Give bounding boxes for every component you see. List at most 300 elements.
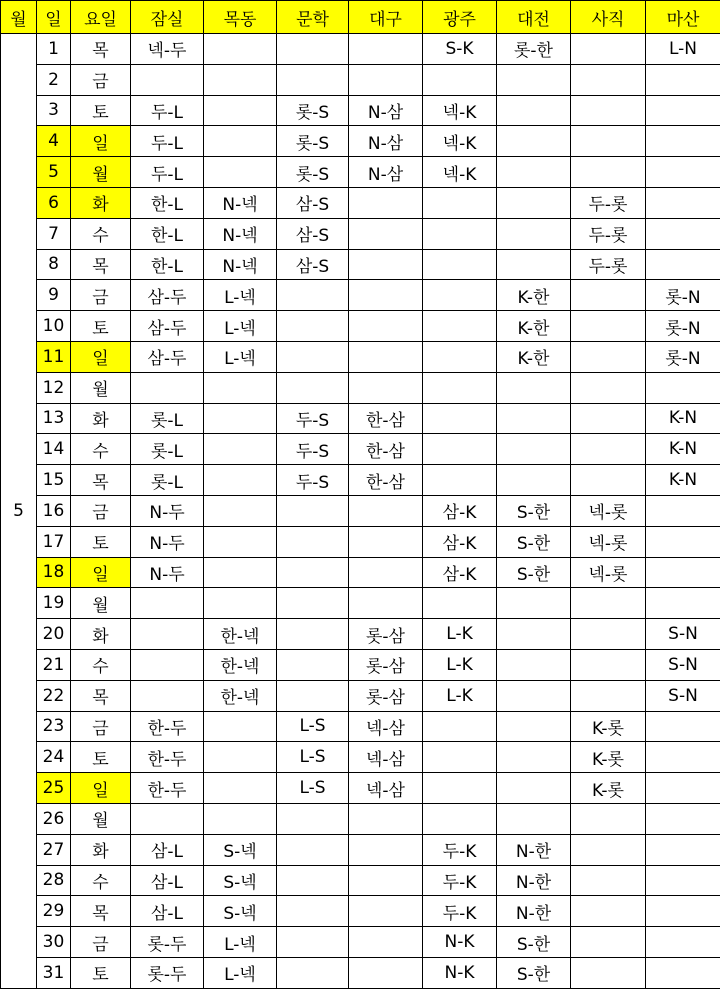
game-cell [277, 957, 349, 988]
weekday-cell: 토 [71, 957, 131, 988]
game-cell [277, 834, 349, 865]
game-cell [423, 773, 497, 804]
game-cell [277, 557, 349, 588]
game-cell [349, 372, 423, 403]
game-cell [131, 803, 204, 834]
game-cell [571, 341, 646, 372]
game-cell [349, 187, 423, 218]
game-cell: N-넥 [204, 218, 277, 249]
table-row [1, 865, 720, 896]
game-cell [349, 588, 423, 619]
day-cell: 1 [37, 34, 71, 65]
game-cell [646, 865, 720, 896]
table-row [1, 218, 720, 249]
game-cell: N-두 [131, 526, 204, 557]
game-cell [646, 187, 720, 218]
column-header: 광주 [423, 1, 497, 34]
game-cell [497, 773, 571, 804]
game-cell [277, 803, 349, 834]
game-cell [277, 495, 349, 526]
game-cell [646, 95, 720, 126]
column-header: 마산 [646, 1, 720, 34]
game-cell: 넥-삼 [349, 773, 423, 804]
game-cell [204, 465, 277, 496]
game-cell [277, 311, 349, 342]
day-cell: 17 [37, 526, 71, 557]
game-cell [571, 865, 646, 896]
game-cell [423, 588, 497, 619]
game-cell [497, 680, 571, 711]
game-cell [423, 803, 497, 834]
day-cell: 14 [37, 434, 71, 465]
game-cell: K-N [646, 434, 720, 465]
column-header: 문학 [277, 1, 349, 34]
header-row [1, 1, 720, 34]
game-cell: 한-삼 [349, 434, 423, 465]
game-cell [349, 34, 423, 65]
table-body [1, 34, 720, 989]
game-cell [423, 249, 497, 280]
game-cell: 삼-K [423, 557, 497, 588]
game-cell: 롯-두 [131, 927, 204, 958]
game-cell [423, 341, 497, 372]
weekday-cell: 월 [71, 157, 131, 188]
game-cell [349, 834, 423, 865]
game-cell [277, 896, 349, 927]
game-cell [571, 403, 646, 434]
game-cell [277, 34, 349, 65]
game-cell [646, 249, 720, 280]
game-cell: 한-두 [131, 773, 204, 804]
game-cell [423, 434, 497, 465]
game-cell [646, 711, 720, 742]
game-cell [277, 865, 349, 896]
day-cell: 13 [37, 403, 71, 434]
weekday-cell: 토 [71, 526, 131, 557]
game-cell [646, 588, 720, 619]
game-cell [571, 803, 646, 834]
game-cell [646, 372, 720, 403]
game-cell: 두-롯 [571, 187, 646, 218]
game-cell: 롯-S [277, 157, 349, 188]
game-cell: 롯-L [131, 403, 204, 434]
game-cell: N-두 [131, 557, 204, 588]
day-cell: 4 [37, 126, 71, 157]
game-cell [131, 588, 204, 619]
game-cell [497, 372, 571, 403]
day-cell: 12 [37, 372, 71, 403]
game-cell: 삼-L [131, 865, 204, 896]
game-cell [204, 434, 277, 465]
game-cell [571, 126, 646, 157]
game-cell [349, 526, 423, 557]
weekday-cell: 토 [71, 742, 131, 773]
game-cell [204, 64, 277, 95]
day-cell: 2 [37, 64, 71, 95]
game-cell: N-한 [497, 865, 571, 896]
game-cell [131, 680, 204, 711]
column-header: 잠실 [131, 1, 204, 34]
game-cell [497, 465, 571, 496]
game-cell: K-롯 [571, 742, 646, 773]
game-cell: 넥-K [423, 126, 497, 157]
game-cell: 한-삼 [349, 465, 423, 496]
game-cell: 두-S [277, 465, 349, 496]
game-cell [571, 34, 646, 65]
table-row [1, 588, 720, 619]
weekday-cell: 목 [71, 896, 131, 927]
table-row [1, 341, 720, 372]
game-cell [646, 157, 720, 188]
game-cell [423, 742, 497, 773]
table-row [1, 711, 720, 742]
day-cell: 21 [37, 649, 71, 680]
day-cell: 29 [37, 896, 71, 927]
game-cell [571, 927, 646, 958]
game-cell: 롯-삼 [349, 619, 423, 650]
day-cell: 5 [37, 157, 71, 188]
game-cell: S-한 [497, 526, 571, 557]
game-cell: 두-롯 [571, 249, 646, 280]
game-cell [349, 311, 423, 342]
game-cell: S-한 [497, 495, 571, 526]
game-cell: 삼-두 [131, 311, 204, 342]
game-cell [204, 526, 277, 557]
weekday-cell: 토 [71, 95, 131, 126]
day-cell: 8 [37, 249, 71, 280]
game-cell [423, 711, 497, 742]
table-row [1, 372, 720, 403]
game-cell: S-N [646, 680, 720, 711]
game-cell [497, 711, 571, 742]
game-cell [497, 187, 571, 218]
game-cell [571, 680, 646, 711]
game-cell [571, 619, 646, 650]
game-cell: 삼-두 [131, 341, 204, 372]
game-cell: 한-넥 [204, 649, 277, 680]
game-cell: K-한 [497, 311, 571, 342]
game-cell: K-한 [497, 280, 571, 311]
game-cell: 두-K [423, 865, 497, 896]
table-row [1, 649, 720, 680]
game-cell: 한-L [131, 249, 204, 280]
game-cell [204, 372, 277, 403]
game-cell [497, 649, 571, 680]
weekday-cell: 금 [71, 280, 131, 311]
game-cell [423, 187, 497, 218]
weekday-cell: 수 [71, 649, 131, 680]
game-cell [204, 403, 277, 434]
game-cell: 넥-삼 [349, 742, 423, 773]
month-cell: 5 [1, 34, 37, 989]
game-cell [277, 927, 349, 958]
game-cell [497, 803, 571, 834]
game-cell: S-넥 [204, 896, 277, 927]
table-row [1, 434, 720, 465]
table-row [1, 34, 720, 65]
game-cell [646, 495, 720, 526]
game-cell: 두-S [277, 434, 349, 465]
game-cell [349, 865, 423, 896]
game-cell [349, 218, 423, 249]
game-cell: 넥-K [423, 157, 497, 188]
game-cell [571, 372, 646, 403]
table-row [1, 526, 720, 557]
game-cell: 삼-두 [131, 280, 204, 311]
weekday-cell: 목 [71, 680, 131, 711]
game-cell [423, 372, 497, 403]
weekday-cell: 화 [71, 403, 131, 434]
game-cell: 넥-롯 [571, 557, 646, 588]
table-row [1, 927, 720, 958]
game-cell [204, 711, 277, 742]
game-cell: S-K [423, 34, 497, 65]
game-cell: 한-L [131, 187, 204, 218]
game-cell: L-S [277, 711, 349, 742]
game-cell [571, 311, 646, 342]
game-cell [349, 495, 423, 526]
game-cell [204, 34, 277, 65]
weekday-cell: 목 [71, 34, 131, 65]
game-cell [349, 803, 423, 834]
game-cell [571, 280, 646, 311]
game-cell: 롯-N [646, 280, 720, 311]
game-cell: N-한 [497, 896, 571, 927]
game-cell [423, 465, 497, 496]
game-cell: N-삼 [349, 95, 423, 126]
game-cell: 삼-L [131, 896, 204, 927]
game-cell: S-한 [497, 957, 571, 988]
game-cell: 삼-K [423, 526, 497, 557]
table-row [1, 465, 720, 496]
game-cell [646, 896, 720, 927]
day-cell: 10 [37, 311, 71, 342]
game-cell: 두-롯 [571, 218, 646, 249]
weekday-cell: 일 [71, 773, 131, 804]
game-cell [204, 495, 277, 526]
game-cell [204, 557, 277, 588]
column-header: 일 [37, 1, 71, 34]
game-cell [204, 773, 277, 804]
game-cell [571, 434, 646, 465]
day-cell: 7 [37, 218, 71, 249]
weekday-cell: 목 [71, 465, 131, 496]
game-cell [497, 95, 571, 126]
day-cell: 28 [37, 865, 71, 896]
game-cell [646, 126, 720, 157]
day-cell: 25 [37, 773, 71, 804]
game-cell [277, 64, 349, 95]
game-cell: 롯-삼 [349, 680, 423, 711]
weekday-cell: 화 [71, 187, 131, 218]
game-cell: S-N [646, 649, 720, 680]
game-cell: N-한 [497, 834, 571, 865]
column-header: 월 [1, 1, 37, 34]
game-cell: 롯-L [131, 434, 204, 465]
game-cell: N-K [423, 957, 497, 988]
game-cell [277, 341, 349, 372]
game-cell: S-한 [497, 557, 571, 588]
game-cell [204, 126, 277, 157]
game-cell [423, 218, 497, 249]
game-cell [646, 526, 720, 557]
weekday-cell: 월 [71, 803, 131, 834]
game-cell [646, 803, 720, 834]
table-row [1, 896, 720, 927]
game-cell [349, 249, 423, 280]
weekday-cell: 일 [71, 557, 131, 588]
table-row [1, 280, 720, 311]
table-row [1, 311, 720, 342]
table-row [1, 680, 720, 711]
table-row [1, 95, 720, 126]
weekday-cell: 목 [71, 249, 131, 280]
game-cell: L-K [423, 649, 497, 680]
game-cell [131, 619, 204, 650]
game-cell: L-넥 [204, 927, 277, 958]
game-cell [349, 341, 423, 372]
game-cell [646, 834, 720, 865]
weekday-cell: 금 [71, 711, 131, 742]
weekday-cell: 월 [71, 588, 131, 619]
game-cell [571, 588, 646, 619]
day-cell: 6 [37, 187, 71, 218]
game-cell [349, 957, 423, 988]
game-cell [131, 649, 204, 680]
game-cell [497, 218, 571, 249]
table-row [1, 742, 720, 773]
game-cell: N-넥 [204, 249, 277, 280]
table-row [1, 773, 720, 804]
day-cell: 9 [37, 280, 71, 311]
weekday-cell: 일 [71, 341, 131, 372]
day-cell: 30 [37, 927, 71, 958]
game-cell [571, 649, 646, 680]
game-cell [497, 742, 571, 773]
day-cell: 15 [37, 465, 71, 496]
game-cell [497, 157, 571, 188]
day-cell: 16 [37, 495, 71, 526]
game-cell [423, 64, 497, 95]
game-cell [497, 64, 571, 95]
game-cell: 삼-S [277, 218, 349, 249]
day-cell: 20 [37, 619, 71, 650]
table-row [1, 249, 720, 280]
game-cell: 한-L [131, 218, 204, 249]
game-cell [497, 619, 571, 650]
table-row [1, 495, 720, 526]
game-cell [571, 157, 646, 188]
game-cell: 롯-N [646, 341, 720, 372]
game-cell: N-두 [131, 495, 204, 526]
game-cell [646, 927, 720, 958]
game-cell: 한-두 [131, 711, 204, 742]
day-cell: 11 [37, 341, 71, 372]
game-cell: L-K [423, 680, 497, 711]
game-cell: 롯-S [277, 95, 349, 126]
game-cell: 넥-두 [131, 34, 204, 65]
game-cell [497, 403, 571, 434]
game-cell: S-넥 [204, 834, 277, 865]
table-row [1, 834, 720, 865]
game-cell: L-S [277, 742, 349, 773]
game-cell [423, 280, 497, 311]
game-cell: 한-두 [131, 742, 204, 773]
weekday-cell: 수 [71, 865, 131, 896]
column-header: 요일 [71, 1, 131, 34]
game-cell [571, 95, 646, 126]
game-cell: L-S [277, 773, 349, 804]
day-cell: 22 [37, 680, 71, 711]
game-cell [131, 64, 204, 95]
game-cell [646, 557, 720, 588]
day-cell: 27 [37, 834, 71, 865]
game-cell: 넥-삼 [349, 711, 423, 742]
weekday-cell: 토 [71, 311, 131, 342]
game-cell: L-N [646, 34, 720, 65]
weekday-cell: 금 [71, 927, 131, 958]
game-cell [646, 742, 720, 773]
day-cell: 23 [37, 711, 71, 742]
weekday-cell: 화 [71, 834, 131, 865]
game-cell [204, 742, 277, 773]
game-cell: 넥-K [423, 95, 497, 126]
game-cell [423, 311, 497, 342]
game-cell: K-롯 [571, 773, 646, 804]
day-cell: 24 [37, 742, 71, 773]
column-header: 대전 [497, 1, 571, 34]
game-cell [349, 64, 423, 95]
game-cell: 롯-두 [131, 957, 204, 988]
game-cell: 한-삼 [349, 403, 423, 434]
game-cell [646, 64, 720, 95]
table-row [1, 957, 720, 988]
game-cell: 롯-삼 [349, 649, 423, 680]
game-cell: 롯-한 [497, 34, 571, 65]
weekday-cell: 화 [71, 619, 131, 650]
table-row [1, 126, 720, 157]
game-cell [646, 773, 720, 804]
game-cell: 두-K [423, 896, 497, 927]
game-cell: K-롯 [571, 711, 646, 742]
game-cell: 두-L [131, 157, 204, 188]
weekday-cell: 수 [71, 218, 131, 249]
weekday-cell: 월 [71, 372, 131, 403]
game-cell [204, 95, 277, 126]
day-cell: 19 [37, 588, 71, 619]
table-row [1, 403, 720, 434]
game-cell: S-N [646, 619, 720, 650]
game-cell [131, 372, 204, 403]
game-cell [277, 680, 349, 711]
game-cell: N-삼 [349, 157, 423, 188]
game-cell [349, 927, 423, 958]
game-cell: 두-L [131, 126, 204, 157]
table-row [1, 619, 720, 650]
game-cell [277, 649, 349, 680]
game-cell [646, 218, 720, 249]
game-cell: 넥-롯 [571, 526, 646, 557]
game-cell: L-넥 [204, 311, 277, 342]
column-header: 목동 [204, 1, 277, 34]
game-cell: K-한 [497, 341, 571, 372]
game-cell [646, 957, 720, 988]
table-row [1, 803, 720, 834]
weekday-cell: 수 [71, 434, 131, 465]
game-cell: N-삼 [349, 126, 423, 157]
game-cell: 두-L [131, 95, 204, 126]
weekday-cell: 금 [71, 495, 131, 526]
